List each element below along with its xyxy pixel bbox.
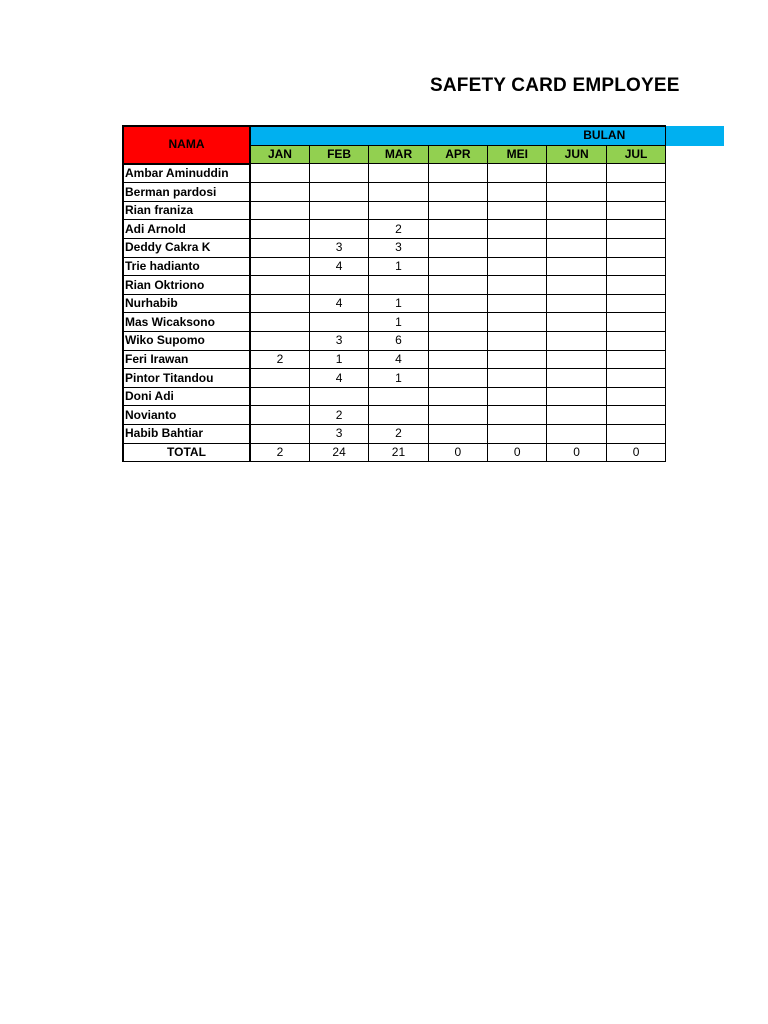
employee-name-cell[interactable]: Doni Adi [123,387,250,406]
value-cell[interactable] [606,164,665,183]
table-row [123,220,666,239]
employee-name-cell[interactable]: Nurhabib [123,294,250,313]
value-cell[interactable] [428,387,487,406]
value-cell[interactable] [250,332,309,351]
value-cell[interactable] [547,425,606,444]
value-cell[interactable] [309,201,368,220]
value-cell[interactable] [547,239,606,258]
bulan-header-extension [664,126,724,146]
value-cell[interactable] [488,257,547,276]
employee-name-cell[interactable]: Rian franiza [123,201,250,220]
value-cell[interactable] [488,276,547,295]
value-cell[interactable] [488,201,547,220]
value-cell[interactable] [488,294,547,313]
value-cell[interactable] [250,276,309,295]
value-cell[interactable] [428,183,487,202]
value-cell[interactable] [309,220,368,239]
value-cell[interactable] [428,350,487,369]
value-cell[interactable] [488,369,547,388]
value-cell[interactable] [606,425,665,444]
table-row [123,313,666,332]
value-cell[interactable]: 4 [309,369,368,388]
value-cell[interactable] [309,183,368,202]
value-cell[interactable] [606,332,665,351]
value-cell[interactable]: 2 [369,425,428,444]
value-cell[interactable]: 2 [369,220,428,239]
total-row [123,443,666,462]
value-cell[interactable] [547,387,606,406]
value-cell[interactable] [309,387,368,406]
value-cell[interactable] [428,239,487,258]
value-cell[interactable] [428,220,487,239]
value-cell[interactable] [428,369,487,388]
value-cell[interactable] [428,294,487,313]
value-cell[interactable] [250,294,309,313]
table-body [123,126,666,462]
value-cell[interactable] [369,183,428,202]
value-cell[interactable]: 4 [309,257,368,276]
month-header-mar[interactable]: MAR [369,145,428,164]
value-cell[interactable] [250,201,309,220]
employee-name-cell[interactable]: Berman pardosi [123,183,250,202]
table-row [123,201,666,220]
value-cell[interactable] [606,239,665,258]
value-cell[interactable] [488,239,547,258]
value-cell[interactable] [606,276,665,295]
nama-header-cell[interactable]: NAMA [123,126,250,164]
total-label-cell[interactable]: TOTAL [123,443,250,462]
total-value-cell[interactable]: 0 [428,443,487,462]
value-cell[interactable] [428,257,487,276]
value-cell[interactable]: 2 [309,406,368,425]
value-cell[interactable] [250,239,309,258]
value-cell[interactable] [250,183,309,202]
total-value-cell[interactable]: 0 [606,443,665,462]
value-cell[interactable] [606,406,665,425]
total-value-cell[interactable]: 21 [369,443,428,462]
value-cell[interactable] [606,387,665,406]
value-cell[interactable] [547,220,606,239]
safety-card-sheet [122,125,666,462]
value-cell[interactable] [250,425,309,444]
table-row [123,257,666,276]
total-value-cell[interactable]: 2 [250,443,309,462]
value-cell[interactable]: 1 [369,257,428,276]
value-cell[interactable] [488,350,547,369]
value-cell[interactable]: 1 [369,313,428,332]
value-cell[interactable] [428,164,487,183]
table-row [123,276,666,295]
total-value-cell[interactable]: 0 [488,443,547,462]
employee-name-cell[interactable]: Adi Arnold [123,220,250,239]
value-cell[interactable] [488,164,547,183]
value-cell[interactable] [428,425,487,444]
value-cell[interactable]: 3 [369,239,428,258]
value-cell[interactable] [606,313,665,332]
value-cell[interactable] [606,369,665,388]
value-cell[interactable]: 3 [309,239,368,258]
value-cell[interactable] [309,313,368,332]
value-cell[interactable] [428,201,487,220]
employee-name-cell[interactable]: Pintor Titandou [123,369,250,388]
value-cell[interactable] [547,294,606,313]
month-header-jun[interactable]: JUN [547,145,606,164]
value-cell[interactable]: 4 [369,350,428,369]
month-header-apr[interactable]: APR [428,145,487,164]
value-cell[interactable] [428,332,487,351]
value-cell[interactable] [488,220,547,239]
value-cell[interactable] [547,257,606,276]
value-cell[interactable] [428,313,487,332]
value-cell[interactable] [547,276,606,295]
value-cell[interactable] [547,332,606,351]
value-cell[interactable] [606,257,665,276]
value-cell[interactable] [547,164,606,183]
value-cell[interactable] [606,201,665,220]
value-cell[interactable] [250,387,309,406]
employee-name-cell[interactable]: Mas Wicaksono [123,313,250,332]
value-cell[interactable]: 1 [369,369,428,388]
total-value-cell[interactable]: 24 [309,443,368,462]
value-cell[interactable] [606,220,665,239]
value-cell[interactable] [488,313,547,332]
value-cell[interactable] [547,369,606,388]
value-cell[interactable] [250,406,309,425]
value-cell[interactable] [309,164,368,183]
value-cell[interactable] [547,201,606,220]
month-header-jul[interactable]: JUL [606,145,665,164]
value-cell[interactable]: 1 [369,294,428,313]
month-header-jan[interactable]: JAN [250,145,309,164]
value-cell[interactable]: 6 [369,332,428,351]
value-cell[interactable] [250,369,309,388]
value-cell[interactable] [369,387,428,406]
value-cell[interactable] [606,350,665,369]
value-cell[interactable] [488,406,547,425]
value-cell[interactable] [250,164,309,183]
value-cell[interactable] [369,201,428,220]
value-cell[interactable] [547,183,606,202]
value-cell[interactable] [547,313,606,332]
value-cell[interactable]: 3 [309,425,368,444]
table-row [123,425,666,444]
value-cell[interactable] [547,350,606,369]
value-cell[interactable] [488,183,547,202]
value-cell[interactable] [428,276,487,295]
month-header-mei[interactable]: MEI [488,145,547,164]
month-header-feb[interactable]: FEB [309,145,368,164]
table-row [123,332,666,351]
value-cell[interactable] [369,406,428,425]
value-cell[interactable] [250,257,309,276]
value-cell[interactable] [488,332,547,351]
employee-name-cell[interactable]: Novianto [123,406,250,425]
value-cell[interactable] [488,425,547,444]
value-cell[interactable] [369,276,428,295]
employee-name-cell[interactable]: Rian Oktriono [123,276,250,295]
bulan-header-cell[interactable]: BULAN [250,126,666,145]
table-row [123,164,666,183]
employee-name-cell[interactable]: Ambar Aminuddin [123,164,250,183]
value-cell[interactable] [369,164,428,183]
value-cell[interactable]: 1 [309,350,368,369]
safety-card-table [122,125,666,462]
table-row [123,387,666,406]
table-row [123,183,666,202]
value-cell[interactable]: 3 [309,332,368,351]
value-cell[interactable] [606,294,665,313]
employee-name-cell[interactable]: Feri Irawan [123,350,250,369]
employee-name-cell[interactable]: Habib Bahtiar [123,425,250,444]
value-cell[interactable] [250,313,309,332]
employee-name-cell[interactable]: Trie hadianto [123,257,250,276]
table-row [123,294,666,313]
total-value-cell[interactable]: 0 [547,443,606,462]
value-cell[interactable]: 2 [250,350,309,369]
value-cell[interactable] [309,276,368,295]
table-row [123,350,666,369]
table-row [123,239,666,258]
value-cell[interactable] [488,387,547,406]
table-row [123,406,666,425]
table-row [123,369,666,388]
employee-name-cell[interactable]: Deddy Cakra K [123,239,250,258]
value-cell[interactable] [428,406,487,425]
value-cell[interactable] [606,183,665,202]
value-cell[interactable] [547,406,606,425]
value-cell[interactable]: 4 [309,294,368,313]
value-cell[interactable] [250,220,309,239]
employee-name-cell[interactable]: Wiko Supomo [123,332,250,351]
sheet-title: SAFETY CARD EMPLOYEE [430,75,680,96]
header-row-top [123,126,666,145]
